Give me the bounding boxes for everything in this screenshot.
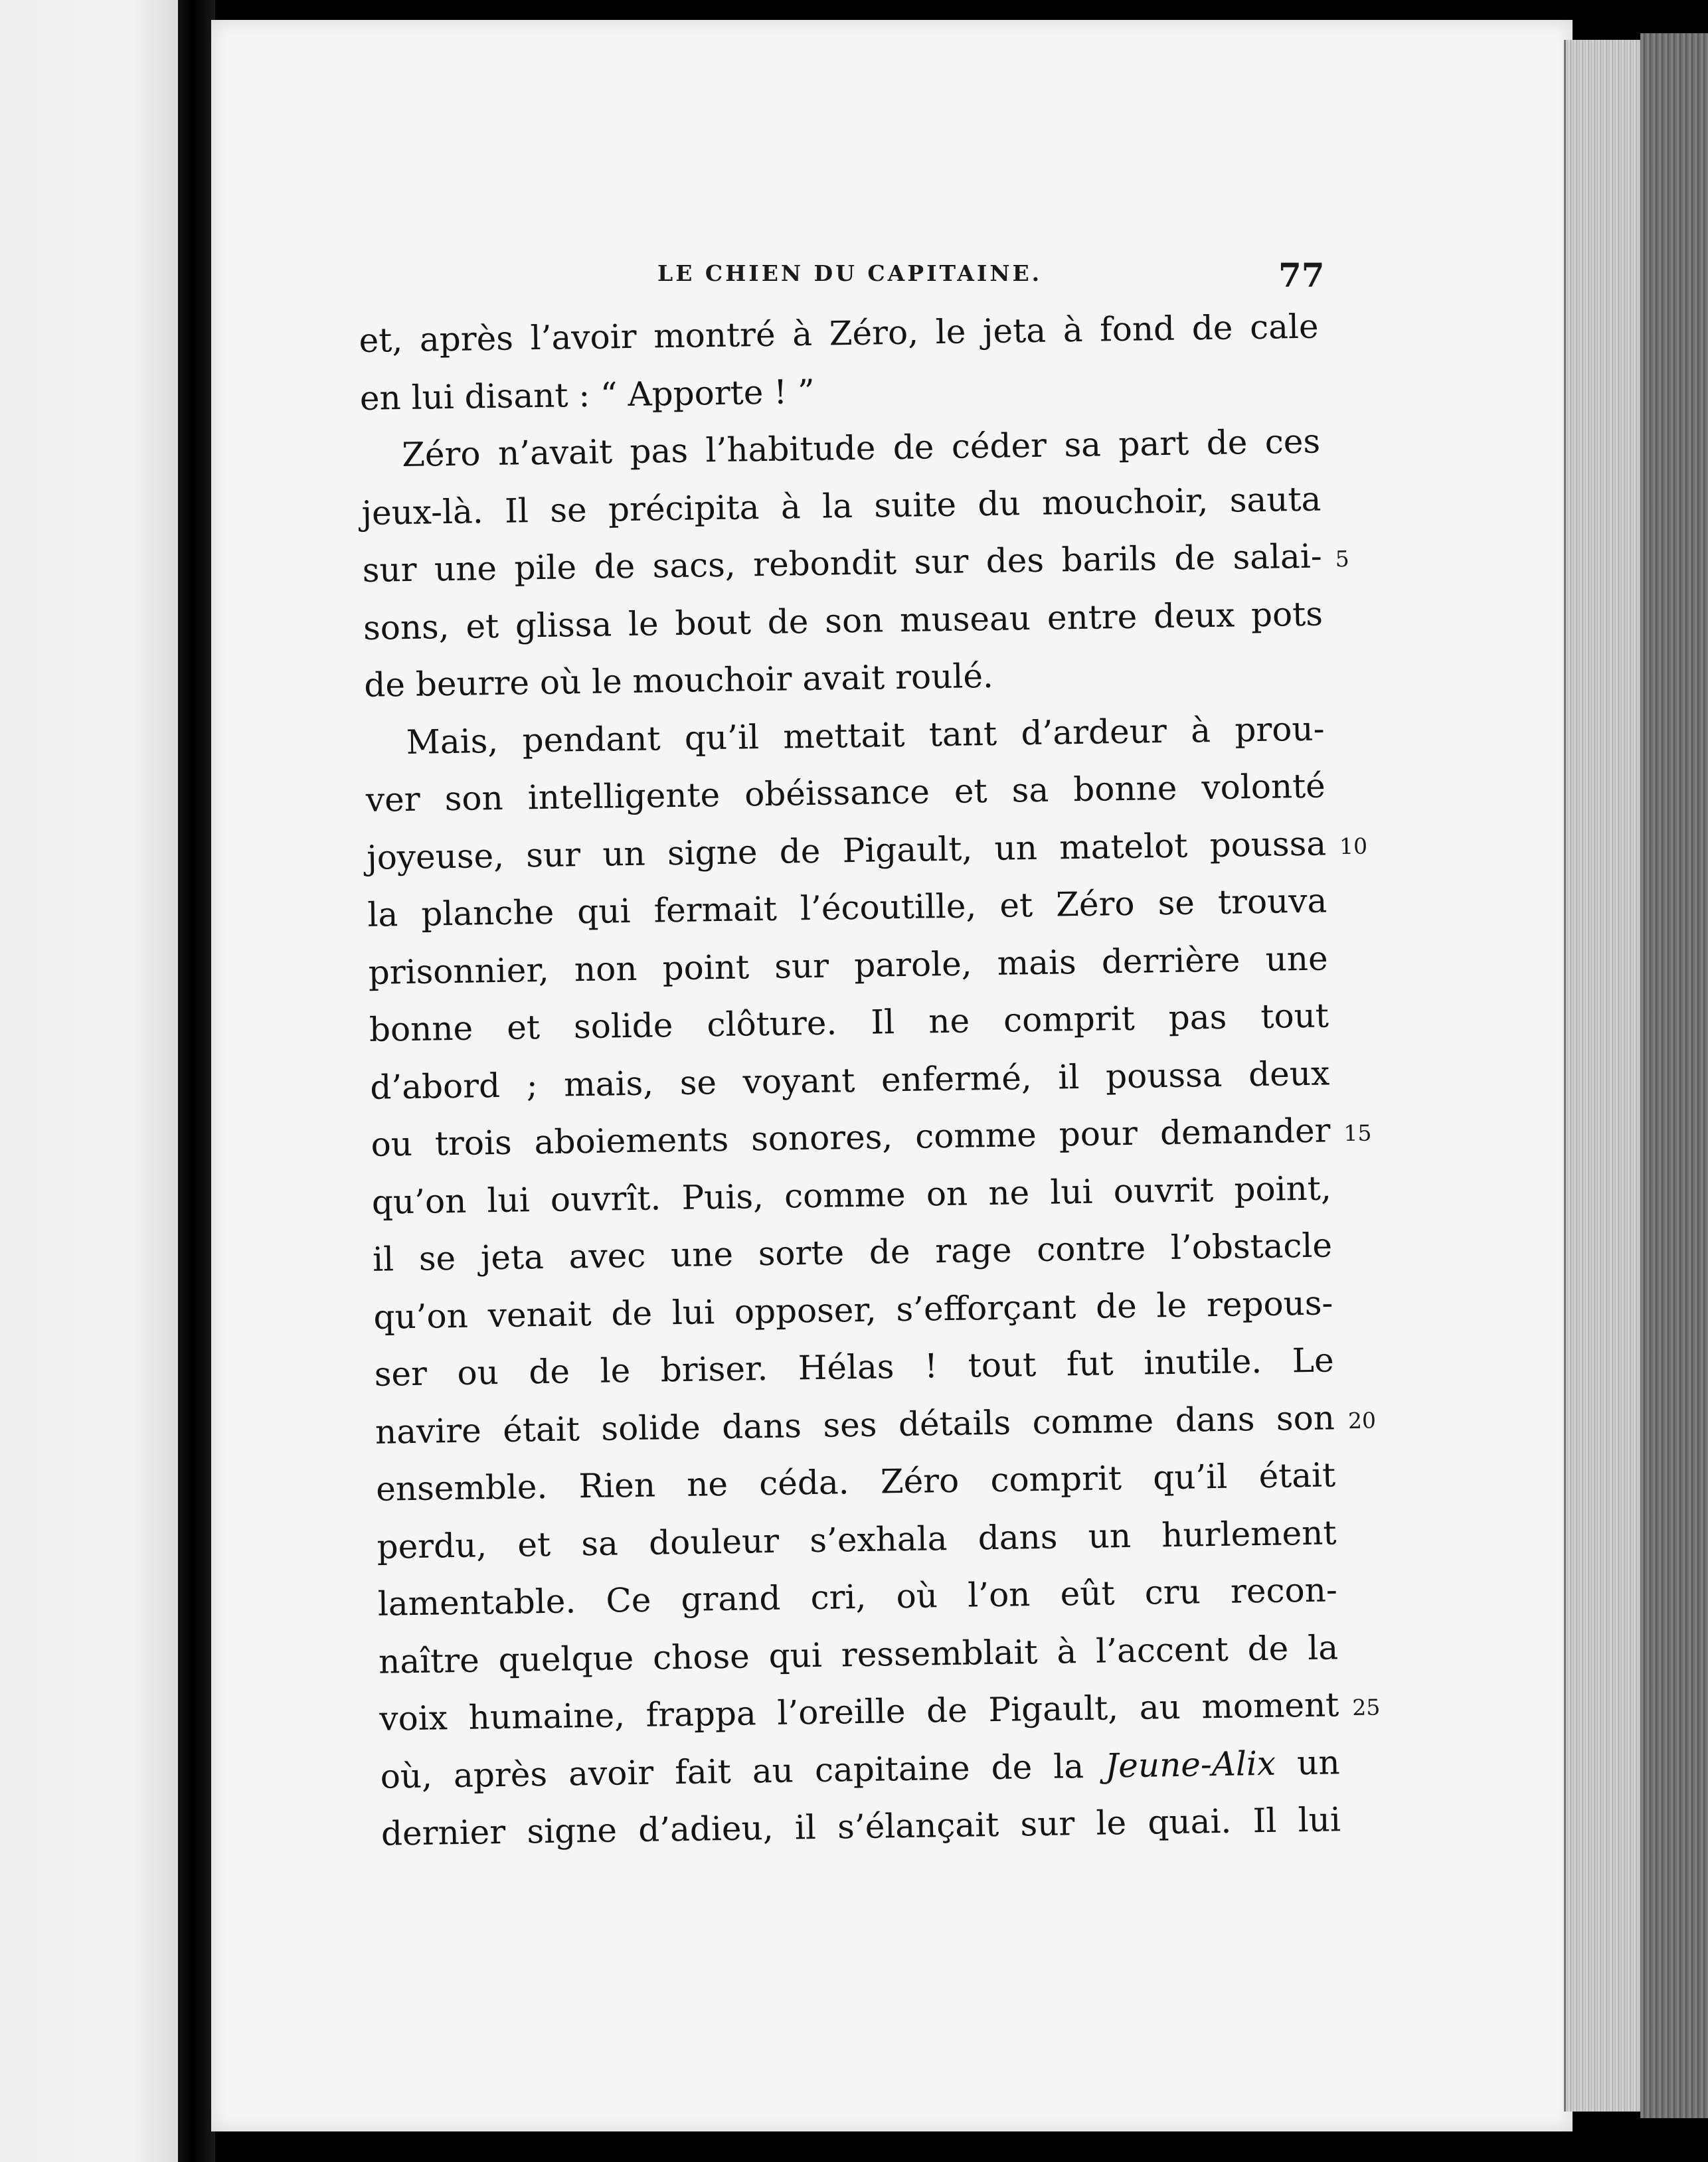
line-number: 5 bbox=[1335, 545, 1349, 572]
text-line: sons, et glissa le bout de son museau entre deux pots bbox=[363, 594, 1324, 647]
text-line: jeux-là. Il se précipita à la suite du mouchoir, sauta bbox=[361, 479, 1322, 533]
text-line: ensemble. Rien ne céda. Zéro comprit qu’il était bbox=[375, 1455, 1336, 1509]
text-line: la planche qui fermait l’écoutille, et Zéro se trouva bbox=[367, 881, 1327, 934]
line-number: 10 bbox=[1339, 833, 1368, 859]
line-number: 15 bbox=[1343, 1120, 1372, 1147]
text-line: sur une pile de sacs, rebondit sur des barils de salai- 5 bbox=[362, 527, 1385, 599]
facing-page bbox=[0, 0, 186, 2162]
book-gutter bbox=[178, 0, 215, 2162]
text-line: Mais, pendant qu’il mettait tant d’ardeur à prou- bbox=[406, 708, 1325, 762]
text-line: qu’on venait de lui opposer, s’efforçant de le repous- bbox=[373, 1283, 1333, 1337]
text-line: lamentable. Ce grand cri, où l’on eût cru recon- bbox=[377, 1570, 1338, 1623]
text-line: ser ou de le briser. Hélas ! tout fut inutile. Le bbox=[374, 1341, 1335, 1394]
line-number: 20 bbox=[1347, 1406, 1377, 1434]
running-head: LE CHIEN DU CAPITAINE. bbox=[657, 260, 1043, 286]
text-line: naître quelque chose qui ressemblait à l’accent de la bbox=[378, 1627, 1339, 1681]
text-line: dernier signe d’adieu, il s’élançait sur le quai. Il lui bbox=[381, 1800, 1341, 1853]
text-line: et, après l’avoir montré à Zéro, le jeta à fond de cale bbox=[359, 307, 1319, 360]
text-line: Zéro n’avait pas l’habitude de céder sa part de ces bbox=[401, 422, 1321, 475]
line-number: 25 bbox=[1352, 1694, 1381, 1721]
ship-name: Jeune-Alix bbox=[1104, 1744, 1276, 1786]
text-line: bonne et solide clôture. Il ne comprit pas tout bbox=[369, 996, 1329, 1049]
text-line: voix humaine, frappa l’oreille de Pigault, au moment 25 bbox=[379, 1675, 1403, 1748]
text-line: en lui disant : “ Apporte ! ” bbox=[359, 372, 815, 418]
text-line: ou trois aboiements sonores, comme pour demander 15 bbox=[371, 1101, 1394, 1173]
body-text bbox=[359, 297, 1404, 1863]
text-line: joyeuse, sur un signe de Pigault, un matelot poussa 10 bbox=[367, 814, 1390, 886]
text-line: perdu, et sa douleur s’exhala dans un hurlement bbox=[377, 1513, 1337, 1566]
text-line: d’abord ; mais, se voyant enfermé, il poussa deux bbox=[369, 1053, 1330, 1107]
text-line: navire était solide dans ses détails comme dans son 20 bbox=[375, 1388, 1398, 1460]
text-line: ver son intelligente obéissance et sa bonne volonté bbox=[365, 766, 1326, 819]
text-segment: un bbox=[1275, 1742, 1340, 1783]
text-line: il se jeta avec une sorte de rage contre l’obstacle bbox=[372, 1226, 1333, 1279]
text-segment: où, après avoir fait au capitaine de la bbox=[380, 1746, 1106, 1796]
text-line: prisonnier, non point sur parole, mais derrière une bbox=[368, 938, 1329, 992]
page-number: 77 bbox=[1278, 256, 1325, 295]
text-line: de beurre où le mouchoir avait roulé. bbox=[363, 656, 994, 705]
text-line: qu’on lui ouvrît. Puis, comme on ne lui ouvrit point, bbox=[371, 1168, 1332, 1222]
page-edges-shadow bbox=[1640, 33, 1708, 2118]
